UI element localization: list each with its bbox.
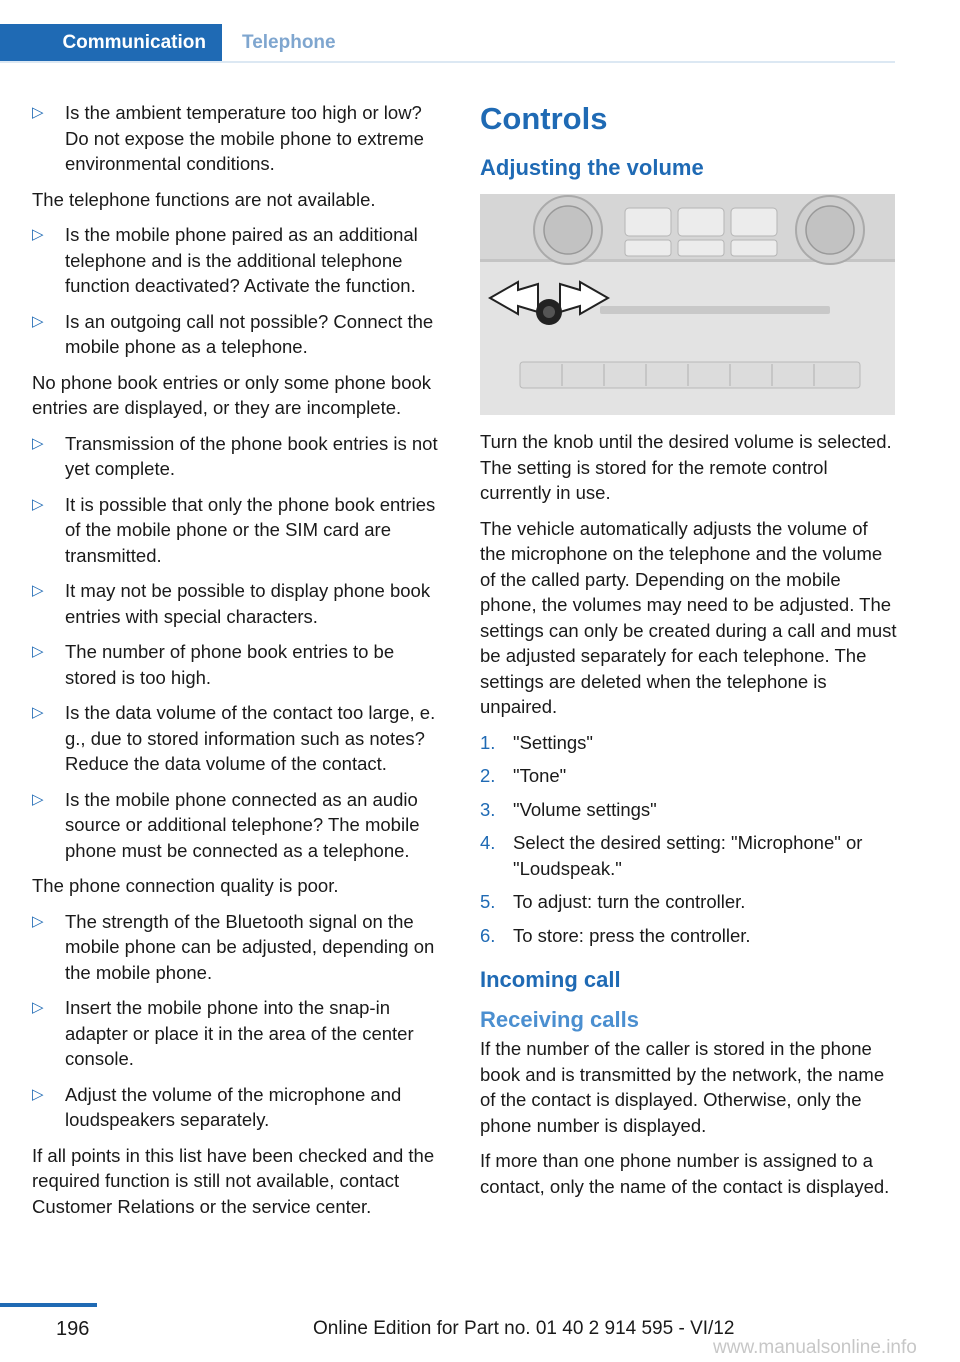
list-item-text: It may not be possible to display phone book entries with special characters. xyxy=(65,580,431,627)
right-column xyxy=(480,100,897,1209)
step-text: "Volume settings" xyxy=(513,798,657,820)
list-item-text: The number of phone book entries to be stored is too high. xyxy=(65,641,395,688)
step-text: To adjust: turn the controller. xyxy=(513,891,746,912)
radio-panel-figure xyxy=(480,194,895,415)
list-item-text: Adjust the volume of the microphone and loudspeakers separately. xyxy=(65,1083,402,1130)
list-item-text: Is the ambient temperature too high or low? Do not expose the mobile phone to extreme environmental conditions. xyxy=(65,102,424,174)
page-number: 196 xyxy=(56,1318,90,1340)
list-item xyxy=(32,909,450,986)
list-item-text: Insert the mobile phone into the snap-in adapter or place it in the area of the center console. xyxy=(65,997,414,1069)
watermark: www.manualsonline.info xyxy=(713,1337,917,1358)
list-item xyxy=(32,100,450,177)
list-item xyxy=(32,787,450,864)
step-text: "Tone" xyxy=(513,765,567,786)
step-item xyxy=(480,923,897,949)
step-number: 5. xyxy=(480,891,496,912)
header-tab-telephone[interactable]: Telephone xyxy=(242,31,336,53)
heading-adjusting-volume: Adjusting the volume xyxy=(480,155,704,180)
heading-controls: Controls xyxy=(480,101,608,136)
list-item xyxy=(32,578,450,629)
step-text: To store: press the controller. xyxy=(513,924,751,946)
heading-receiving-calls: Receiving calls xyxy=(480,1007,639,1032)
list-item-text: Is the mobile phone connected as an audio source or additional telephone? The mobile phone must be connected as a telephone. xyxy=(65,788,420,861)
list-item-text: Is the data volume of the contact too large, e. g., due to stored information such as notes? Reduce the data volume of the contact. xyxy=(65,702,436,774)
triangle-bullet-icon: ▷ xyxy=(32,495,44,513)
header-rule xyxy=(0,61,895,63)
paragraph: The telephone functions are not available. xyxy=(32,188,376,210)
triangle-bullet-icon: ▷ xyxy=(32,1085,44,1103)
paragraph: If the number of the caller is stored in the phone book and is transmitted by the network, the name of the contact is displayed. Otherwise, only the phone number is displayed. xyxy=(480,1038,885,1136)
triangle-bullet-icon: ▷ xyxy=(32,790,44,808)
step-item xyxy=(480,730,897,756)
triangle-bullet-icon: ▷ xyxy=(32,704,44,721)
step-number: 2. xyxy=(480,765,496,786)
volume-knob-illustration xyxy=(480,194,895,415)
header-tab-communication[interactable]: Communication xyxy=(0,24,222,61)
steps-list xyxy=(480,730,897,949)
footer-rule xyxy=(0,1303,97,1307)
list-item-text: Is the mobile phone paired as an additional telephone and is the additional telephone function deactivated? Activate the function. xyxy=(65,224,418,296)
heading-incoming-call: Incoming call xyxy=(480,967,621,992)
triangle-bullet-icon: ▷ xyxy=(32,434,44,452)
triangle-bullet-icon: ▷ xyxy=(32,312,44,330)
triangle-bullet-icon: ▷ xyxy=(32,104,44,121)
list-item xyxy=(32,222,450,299)
step-item xyxy=(480,889,897,915)
paragraph: The phone connection quality is poor. xyxy=(32,875,339,896)
triangle-bullet-icon: ▷ xyxy=(32,643,44,660)
list-item-text: It is possible that only the phone book entries of the mobile phone or the SIM card are transmitted. xyxy=(65,493,436,566)
triangle-bullet-icon: ▷ xyxy=(32,912,44,930)
step-number: 6. xyxy=(480,924,496,946)
list-item xyxy=(32,492,450,569)
list-item xyxy=(32,995,450,1072)
step-number: 1. xyxy=(480,731,496,753)
list-item-text: The strength of the Bluetooth signal on the mobile phone can be adjusted, depending on the mobile phone. xyxy=(65,910,435,983)
paragraph: Turn the knob until the desired volume is selected. The setting is stored for the remote control currently in use. xyxy=(480,431,892,503)
step-number: 3. xyxy=(480,798,496,820)
list-item-text: Transmission of the phone book entries is not yet complete. xyxy=(65,432,438,479)
list-item-text: Is an outgoing call not possible? Connect the mobile phone as a telephone. xyxy=(65,310,434,357)
triangle-bullet-icon: ▷ xyxy=(32,999,44,1016)
list-item xyxy=(32,700,450,777)
list-item xyxy=(32,431,450,482)
step-number: 4. xyxy=(480,832,496,853)
paragraph: No phone book entries or only some phone book entries are displayed, or they are incomplete. xyxy=(32,371,432,418)
triangle-bullet-icon: ▷ xyxy=(32,226,44,243)
step-text: "Settings" xyxy=(513,731,593,753)
paragraph: If more than one phone number is assigned to a contact, only the name of the contact is displayed. xyxy=(480,1150,890,1197)
list-item xyxy=(32,639,450,690)
edition-info: Online Edition for Part no. 01 40 2 914 595 - VI/12 xyxy=(313,1318,735,1339)
step-item xyxy=(480,830,897,881)
paragraph: The vehicle automatically adjusts the volume of the microphone on the telephone and the volume of the called party. Depending on the mobile phone, the volumes may need to be adjusted. The settings can only be created during a call and must be adjusted separately for each telephone. The settings are deleted when the telephone is unpaired. xyxy=(480,517,897,717)
triangle-bullet-icon: ▷ xyxy=(32,582,44,599)
left-column xyxy=(32,100,450,1229)
step-item xyxy=(480,763,897,789)
list-item xyxy=(32,309,450,360)
list-item xyxy=(32,1082,450,1133)
step-item xyxy=(480,797,897,823)
paragraph: If all points in this list have been checked and the required function is still not available, contact Customer Relations or the service center. xyxy=(32,1144,435,1217)
step-text: Select the desired setting: "Microphone" or "Loudspeak." xyxy=(513,832,863,879)
